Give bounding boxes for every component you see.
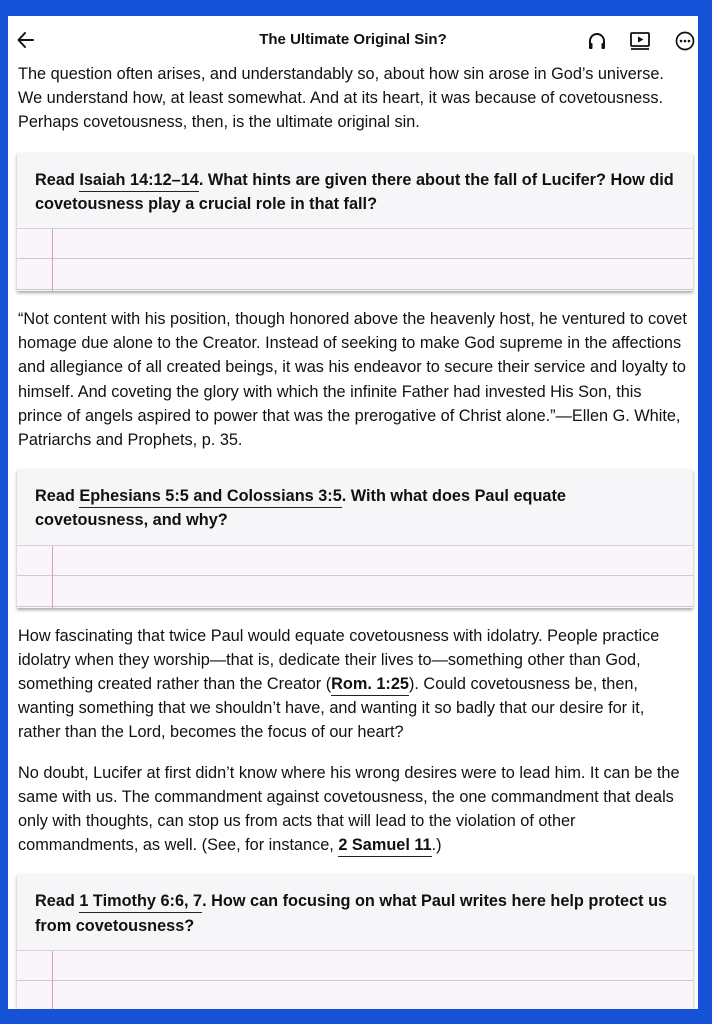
scripture-link[interactable]: 2 Samuel 11 (338, 836, 431, 857)
scripture-link[interactable]: 1 Timothy 6:6, 7 (79, 892, 202, 913)
scripture-link[interactable]: Ephesians 5:5 and Colossians 3:5 (79, 487, 341, 508)
question-card-3 (17, 874, 693, 1009)
lesson-content (8, 64, 698, 1009)
top-bar (8, 16, 698, 64)
question-text-3: Read 1 Timothy 6:6, 7. How can focusing on what Paul writes here help protect us from covetousness? (35, 892, 668, 935)
app-frame (8, 16, 698, 1009)
more-options-button[interactable] (674, 30, 696, 52)
headphones-icon (586, 30, 608, 52)
scripture-link[interactable]: Rom. 1:25 (331, 675, 409, 696)
paragraph-idolatry: How fascinating that twice Paul would equate covetousness with idolatry. People practice idolatry when they worship—that is, dedicate their lives to—something other than God, something created rather than the Creator (Rom. 1:25). Could covetousness be, then, wanting something that we shouldn’t have, and wanting it so badly that our desire for it, rather than the Lord, becomes the focus of our heart? (18, 626, 660, 742)
paragraph-quote: “Not content with his position, though honored above the heavenly host, he ventured to covet homage due alone to the Creator. Instead of seeking to make God supreme in the affections and allegiance of all created beings, it was his endeavor to secure their service and loyalty to himself. And coveting the glory with which the infinite Father had invested His Son, this prince of angels aspired to power that was the prerogative of Christ alone.”—Ellen G. White, Patriarchs and Prophets, p. 35. (18, 310, 687, 450)
answer-area-3[interactable] (17, 950, 693, 1009)
page-title: The Ultimate Original Sin? (259, 31, 447, 48)
question-card-1 (17, 153, 693, 291)
question-card-2 (17, 469, 693, 607)
more-options-icon (674, 30, 696, 52)
question-text-2: Read Ephesians 5:5 and Colossians 3:5. With what does Paul equate covetousness, and why? (35, 487, 566, 530)
scripture-link[interactable]: Isaiah 14:12–14 (79, 171, 199, 192)
answer-area-1[interactable] (17, 228, 693, 291)
video-button[interactable] (629, 30, 651, 52)
paragraph-intro: The question often arises, and understandably so, about how sin arose in God’s universe. We understand how, at least somewhat. And at its heart, it was because of covetousness. Perhaps covetousness, then, is the ultimate original sin. (18, 65, 664, 132)
paragraph-lucifer: No doubt, Lucifer at first didn’t know where his wrong desires were to lead him. It can be the same with us. The commandment against covetousness, the one commandment that deals only with thoughts, can stop us from acts that will lead to the violation of other commandments, as well. (See, for instance, 2 Samuel 11.) (8, 761, 698, 858)
answer-area-2[interactable] (17, 545, 693, 608)
video-play-icon (629, 30, 651, 52)
question-text-1: Read Isaiah 14:12–14. What hints are given there about the fall of Lucifer? How did covetousness play a crucial role in that fall? (35, 170, 674, 213)
audio-button[interactable] (586, 30, 608, 52)
